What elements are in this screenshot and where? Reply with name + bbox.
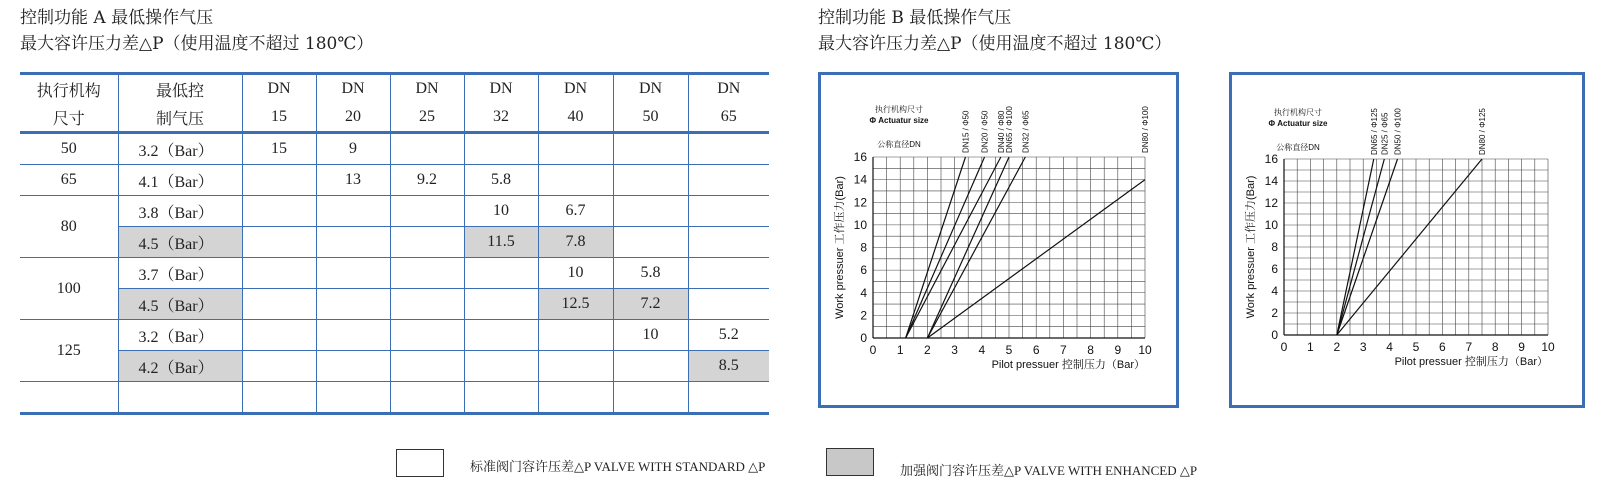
x-tick-label: 6 [1032, 343, 1040, 357]
actuator-size-cell: 80 [20, 196, 118, 258]
value-cell [688, 258, 769, 289]
value-cell [464, 289, 538, 320]
x-tick-label: 2 [924, 343, 931, 357]
chart-left [821, 75, 1176, 405]
empty-cell [688, 382, 769, 414]
value-cell [688, 289, 769, 320]
value-cell [538, 133, 613, 165]
series-label: DN65 / Φ100 [1005, 106, 1014, 153]
table-row-empty [20, 382, 769, 414]
value-cell: 7.2 [613, 289, 688, 320]
y-tick-label: 4 [860, 285, 867, 300]
table-row [20, 165, 769, 196]
x-tick-label: 1 [1307, 340, 1314, 354]
empty-cell [118, 382, 242, 414]
chart-right [1232, 75, 1582, 405]
value-cell [390, 289, 464, 320]
y-tick-label: 0 [860, 331, 867, 345]
section-a-title: 控制功能 A 最低操作气压 [20, 8, 214, 28]
value-cell: 10 [464, 196, 538, 227]
pilot-pressure-cell: 4.5（Bar） [118, 289, 242, 320]
value-cell [688, 196, 769, 227]
empty-cell [464, 382, 538, 414]
value-cell [316, 258, 390, 289]
y-tick-label: 14 [1264, 174, 1278, 188]
value-cell [242, 227, 316, 258]
value-cell [316, 351, 390, 382]
pilot-pressure-cell: 3.8（Bar） [118, 196, 242, 227]
section-b-subtitle: 最大容许压力差△P（使用温度不超过 180℃） [818, 34, 1172, 54]
value-cell [390, 196, 464, 227]
x-tick-label: 7 [1465, 340, 1473, 354]
legend-title-cn: 执行机构尺寸 [875, 105, 923, 114]
value-cell [688, 133, 769, 165]
value-cell [390, 258, 464, 289]
x-tick-label: 10 [1541, 340, 1555, 354]
value-cell [613, 351, 688, 382]
table-row [20, 289, 769, 320]
legend-title-en: Φ Actuatur size [869, 116, 929, 125]
actuator-size-cell: 65 [20, 165, 118, 196]
series-label: DN40 / Φ80 [996, 110, 1006, 153]
series-label: DN65 / Φ125 [1369, 108, 1379, 155]
value-cell [613, 133, 688, 165]
value-cell: 9 [316, 133, 390, 165]
header-cell: DN [538, 74, 613, 104]
value-cell: 10 [538, 258, 613, 289]
value-cell [688, 227, 769, 258]
value-cell: 11.5 [464, 227, 538, 258]
y-tick-label: 4 [1271, 284, 1278, 298]
series-label: DN50 / Φ100 [1393, 108, 1403, 155]
header-cell: 50 [613, 103, 688, 133]
header-cell: DN [242, 74, 316, 104]
header-cell: 20 [316, 103, 390, 133]
x-tick-label: 3 [951, 343, 958, 357]
header-cell: 25 [390, 103, 464, 133]
value-cell: 5.8 [464, 165, 538, 196]
value-cell [613, 196, 688, 227]
value-cell [538, 320, 613, 351]
y-tick-label: 8 [860, 240, 867, 255]
y-tick-label: 16 [1264, 152, 1278, 166]
value-cell: 6.7 [538, 196, 613, 227]
header-cell: 65 [688, 103, 769, 133]
value-cell [538, 351, 613, 382]
x-axis-label: Pilot pressuer 控制压力（Bar） [991, 359, 1145, 371]
legend-title-en: Φ Actuatur size [1268, 119, 1328, 128]
value-cell [464, 133, 538, 165]
header-cell: 40 [538, 103, 613, 133]
y-tick-label: 10 [853, 217, 867, 232]
empty-cell [20, 382, 118, 414]
pilot-pressure-cell: 4.1（Bar） [118, 165, 242, 196]
header-cell: 执行机构 [20, 74, 118, 104]
section-a-subtitle: 最大容许压力差△P（使用温度不超过 180℃） [20, 34, 374, 54]
value-cell [613, 165, 688, 196]
x-tick-label: 0 [869, 343, 877, 357]
legend-title-dn: 公称直径DN [1276, 143, 1320, 152]
legend-title-cn: 执行机构尺寸 [1274, 108, 1322, 117]
header-cell: 制气压 [118, 103, 242, 133]
y-tick-label: 12 [853, 195, 867, 210]
actuator-size-cell: 50 [20, 133, 118, 165]
legend-enhanced-swatch [826, 448, 874, 476]
y-tick-label: 8 [1271, 240, 1278, 254]
y-tick-label: 0 [1271, 328, 1278, 342]
series-label: DN80 / Φ125 [1478, 108, 1487, 155]
y-tick-label: 16 [853, 150, 867, 164]
x-tick-label: 4 [1386, 340, 1393, 354]
value-cell [390, 351, 464, 382]
value-cell [464, 351, 538, 382]
value-cell [390, 133, 464, 165]
pilot-pressure-cell: 3.2（Bar） [118, 133, 242, 165]
empty-cell [613, 382, 688, 414]
series-label: DN80 / Φ100 [1141, 106, 1150, 153]
chart-left-frame [818, 72, 1179, 408]
value-cell: 5.2 [688, 320, 769, 351]
legend-standard-swatch [396, 449, 444, 477]
y-axis-label: Work pressuer 工作压力(Bar) [834, 176, 846, 319]
x-tick-label: 3 [1359, 340, 1367, 354]
y-tick-label: 2 [860, 308, 867, 323]
value-cell [613, 227, 688, 258]
x-tick-label: 4 [978, 343, 986, 357]
value-cell [464, 320, 538, 351]
series-label: DN15 / Φ50 [961, 110, 971, 153]
value-cell: 13 [316, 165, 390, 196]
empty-cell [316, 382, 390, 414]
y-tick-label: 10 [1264, 218, 1278, 232]
x-axis-label: Pilot pressuer 控制压力（Bar） [1394, 356, 1548, 368]
value-cell [464, 258, 538, 289]
table-header [20, 74, 769, 133]
legend-standard-label: 标准阀门容许压差△P VALVE WITH STANDARD △P [470, 459, 766, 474]
chart-right-frame [1229, 72, 1585, 408]
value-cell [316, 196, 390, 227]
x-tick-label: 6 [1439, 340, 1446, 354]
y-tick-label: 12 [1264, 196, 1278, 210]
value-cell [316, 320, 390, 351]
empty-cell [390, 382, 464, 414]
header-cell: 最低控 [118, 74, 242, 104]
value-cell [390, 320, 464, 351]
value-cell: 5.8 [613, 258, 688, 289]
value-cell: 12.5 [538, 289, 613, 320]
empty-cell [538, 382, 613, 414]
series-label: DN32 / Φ65 [1021, 110, 1031, 153]
value-cell: 9.2 [390, 165, 464, 196]
table-row [20, 320, 769, 351]
x-tick-label: 10 [1138, 343, 1152, 357]
actuator-size-cell: 125 [20, 320, 118, 382]
value-cell [316, 227, 390, 258]
value-cell: 7.8 [538, 227, 613, 258]
table-row [20, 258, 769, 289]
header-cell: DN [688, 74, 769, 104]
value-cell: 15 [242, 133, 316, 165]
value-cell [242, 351, 316, 382]
value-cell [242, 289, 316, 320]
y-tick-label: 14 [853, 172, 867, 187]
value-cell [316, 289, 390, 320]
header-cell: 15 [242, 103, 316, 133]
table-row [20, 227, 769, 258]
legend-title-dn: 公称直径DN [877, 140, 921, 149]
value-cell [242, 258, 316, 289]
pressure-table [20, 72, 769, 415]
value-cell [242, 320, 316, 351]
x-tick-label: 1 [896, 343, 904, 357]
x-tick-label: 8 [1491, 340, 1499, 354]
value-cell [538, 165, 613, 196]
x-tick-label: 5 [1005, 343, 1013, 357]
value-cell [688, 165, 769, 196]
table-row [20, 133, 769, 165]
section-b-heading [818, 5, 1171, 57]
header-cell: 尺寸 [20, 103, 118, 133]
x-tick-label: 9 [1518, 340, 1525, 354]
y-axis-label: Work pressuer 工作压力(Bar) [1245, 175, 1257, 319]
table-row [20, 196, 769, 227]
series-label: DN25 / Φ65 [1380, 112, 1390, 155]
empty-cell [242, 382, 316, 414]
value-cell [390, 227, 464, 258]
x-tick-label: 8 [1087, 343, 1094, 357]
x-tick-label: 5 [1412, 340, 1420, 354]
table-body [20, 133, 769, 414]
series-label: DN20 / Φ50 [980, 110, 990, 153]
legend-enhanced-label: 加强阀门容许压差△P VALVE WITH ENHANCED △P [900, 463, 1198, 478]
header-cell: DN [316, 74, 390, 104]
x-tick-label: 2 [1333, 340, 1341, 354]
x-tick-label: 7 [1060, 343, 1067, 357]
y-tick-label: 6 [1271, 262, 1278, 276]
header-cell: DN [464, 74, 538, 104]
y-tick-label: 6 [860, 263, 867, 278]
value-cell: 8.5 [688, 351, 769, 382]
pilot-pressure-cell: 3.2（Bar） [118, 320, 242, 351]
header-cell: DN [390, 74, 464, 104]
x-tick-label: 0 [1280, 340, 1288, 354]
pilot-pressure-cell: 4.2（Bar） [118, 351, 242, 382]
section-a-heading [20, 5, 373, 57]
header-cell: DN [613, 74, 688, 104]
actuator-size-cell: 100 [20, 258, 118, 320]
y-tick-label: 2 [1271, 306, 1278, 320]
table-row [20, 351, 769, 382]
value-cell [242, 165, 316, 196]
pilot-pressure-cell: 3.7（Bar） [118, 258, 242, 289]
pilot-pressure-cell: 4.5（Bar） [118, 227, 242, 258]
header-cell: 32 [464, 103, 538, 133]
x-tick-label: 9 [1114, 343, 1122, 357]
value-cell: 10 [613, 320, 688, 351]
value-cell [242, 196, 316, 227]
section-b-title: 控制功能 B 最低操作气压 [818, 8, 1012, 28]
